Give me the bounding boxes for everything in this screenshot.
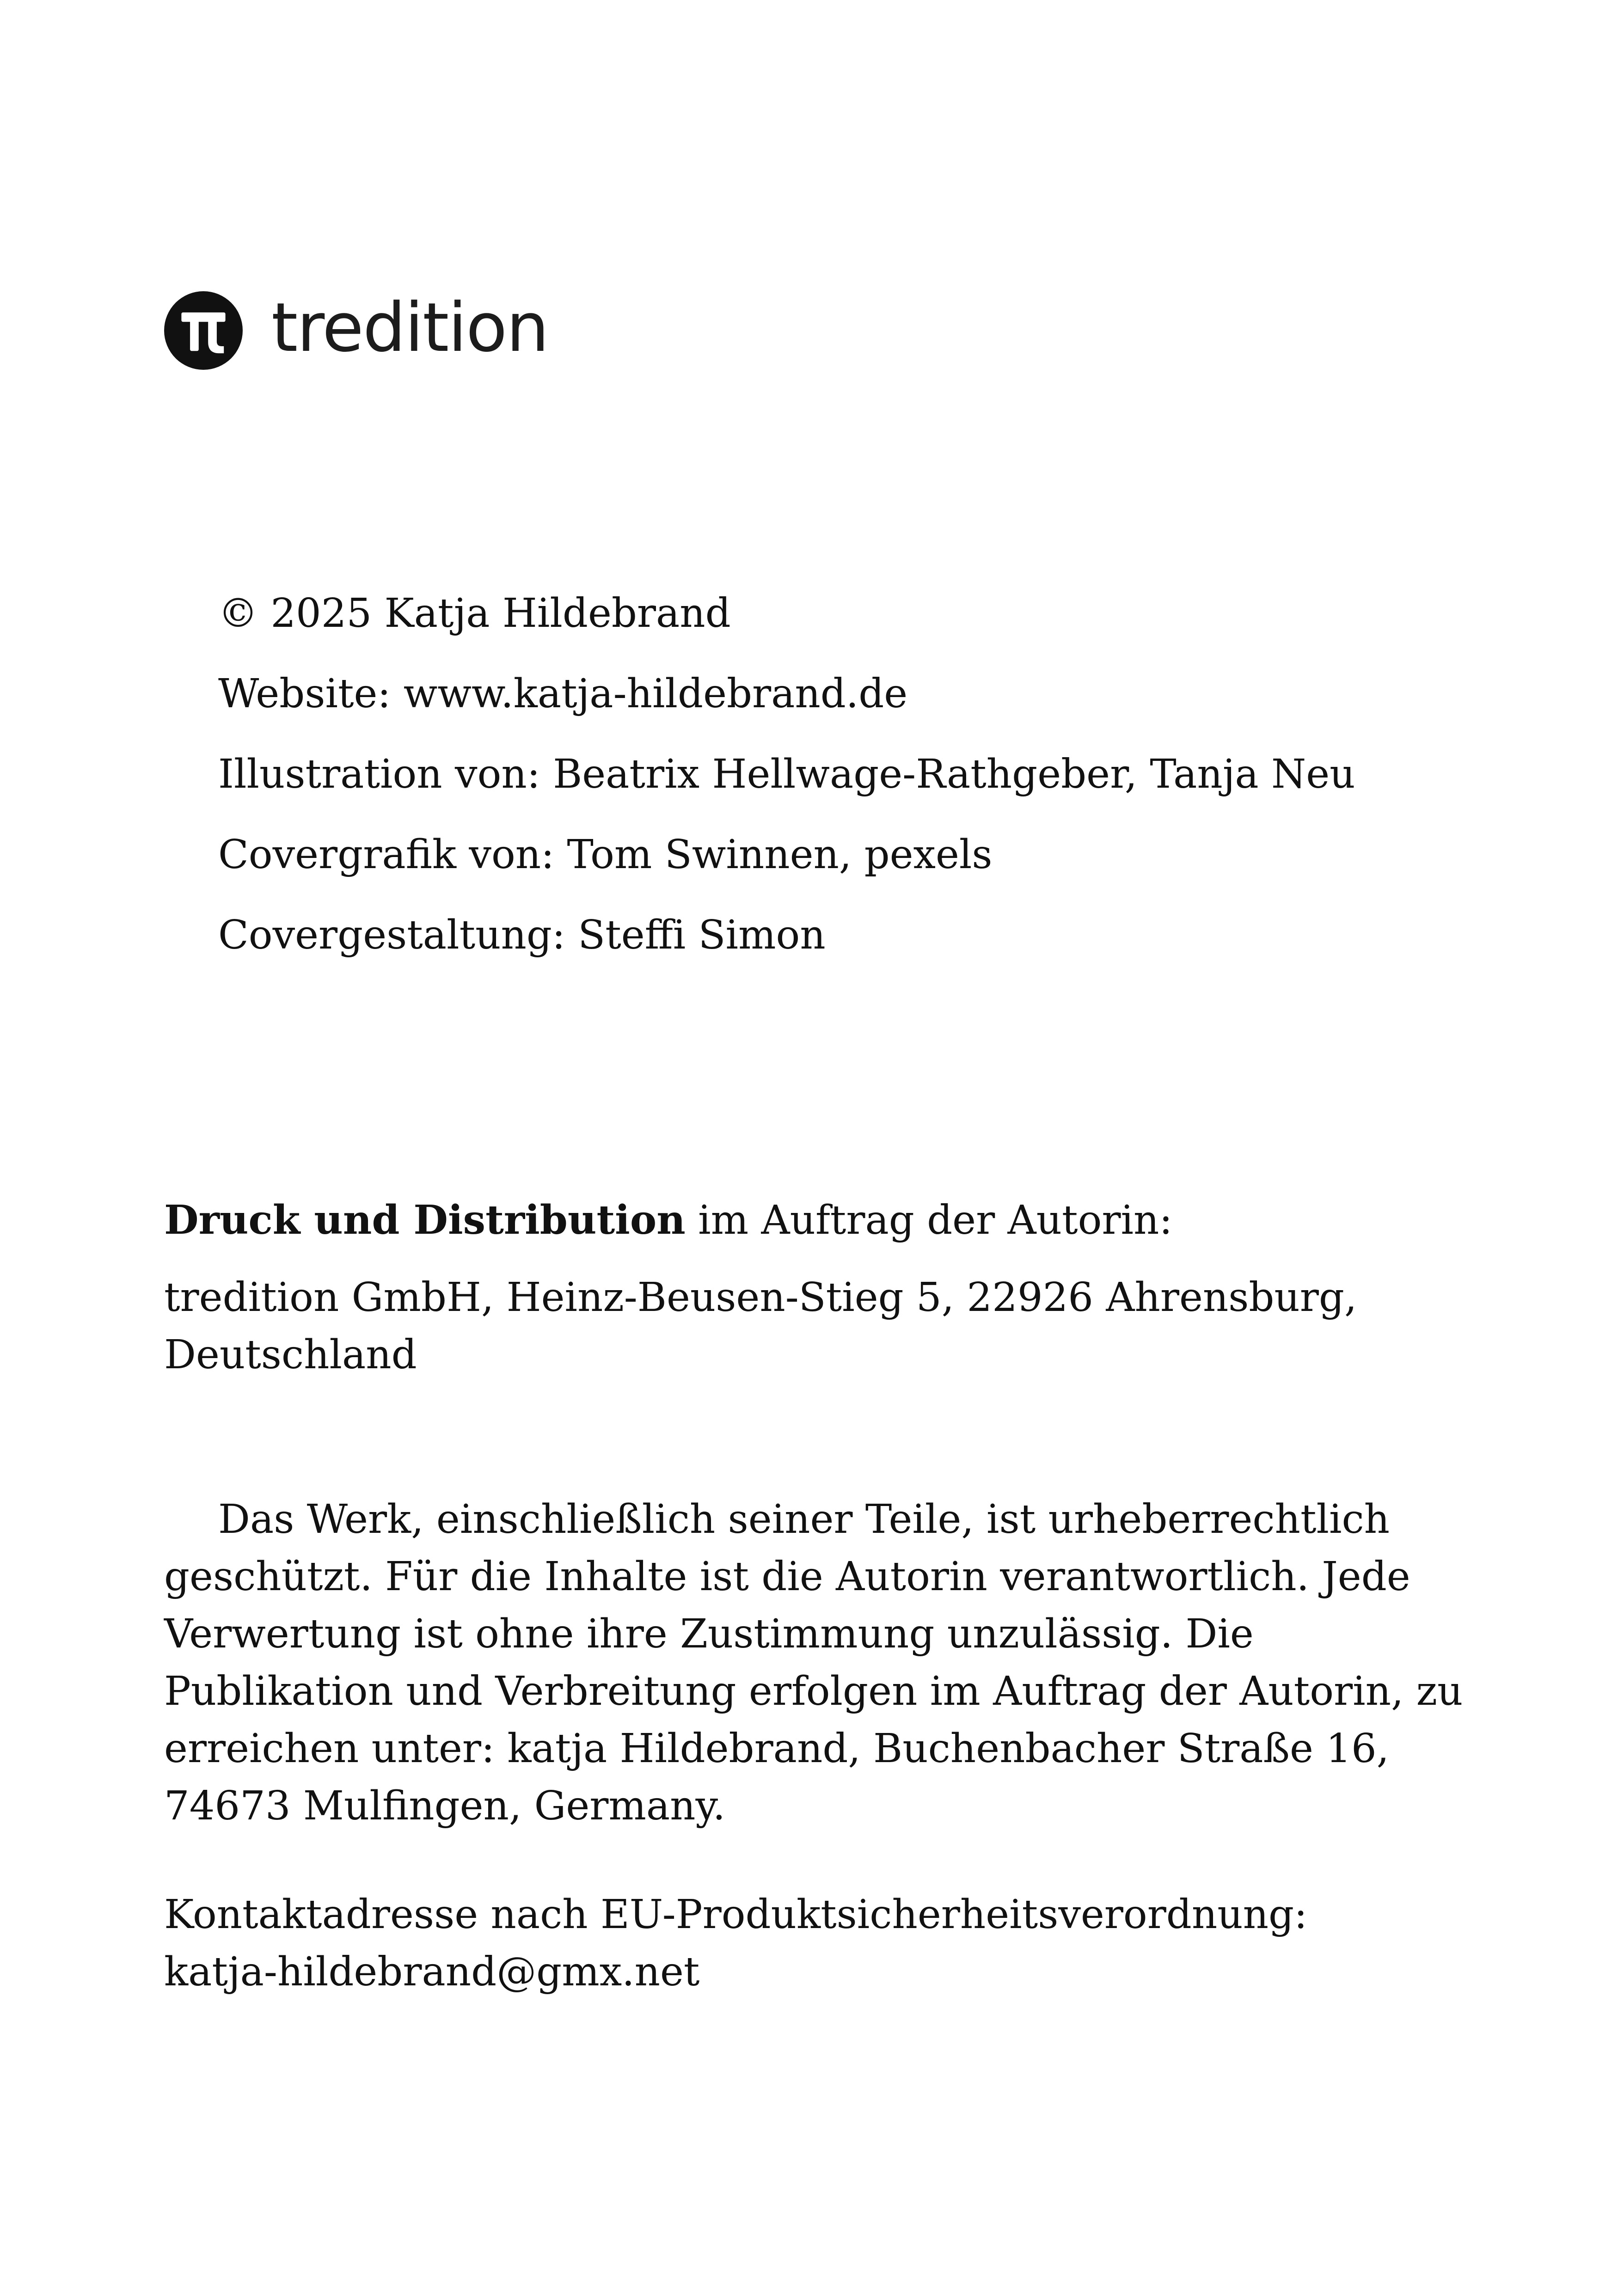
publisher-wordmark: tredition: [271, 288, 548, 367]
publisher-address: [164, 1269, 1505, 1384]
illustration-credit: Illustration von: Beatrix Hellwage-Rathgeber, Tanja Neu: [218, 751, 1355, 797]
print-heading-bold: Druck und Distribution: [164, 1197, 686, 1243]
contact-email: katja-hildebrand@gmx.net: [164, 1949, 700, 1995]
website-line: Website: www.katja-hildebrand.de: [218, 671, 908, 717]
print-heading-rest: im Auftrag der Autorin:: [685, 1197, 1173, 1243]
contact-label: Kontaktadresse nach EU-Produktsicherheitsverordnung:: [164, 1892, 1308, 1938]
cover-graphic-credit: Covergrafik von: Tom Swinnen, pexels: [218, 832, 993, 878]
publisher-address-line1: tredition GmbH, Heinz-Beusen-Stieg 5, 22926 Ahrensburg,: [164, 1274, 1357, 1321]
copyright-paragraph: Das Werk, einschließlich seiner Teile, ist urheberrechtlich geschützt. Für die Inhalte ist die Autorin verantwortlich. Jede Verwertung ist ohne ihre Zustimmung unzulässig. Die Publikation und Verbreitung erfolgen im Auftrag der Autorin, zu erreichen unter: katja Hildebrand, Buchenbacher Straße 16, 74673 Mulfingen, Germany.: [164, 1496, 1463, 1829]
print-distribution-block: [164, 1190, 1505, 1384]
contact-block: [164, 1886, 1505, 2001]
copyright-line: © 2025 Katja Hildebrand: [218, 590, 731, 637]
credits-block: [218, 573, 1559, 975]
cover-design-credit: Covergestaltung: Steffi Simon: [218, 912, 826, 958]
publisher-logo: [164, 289, 548, 372]
tredition-logo-icon: [164, 291, 243, 370]
print-distribution-heading: [164, 1190, 1505, 1250]
publisher-address-line2: Deutschland: [164, 1332, 417, 1378]
